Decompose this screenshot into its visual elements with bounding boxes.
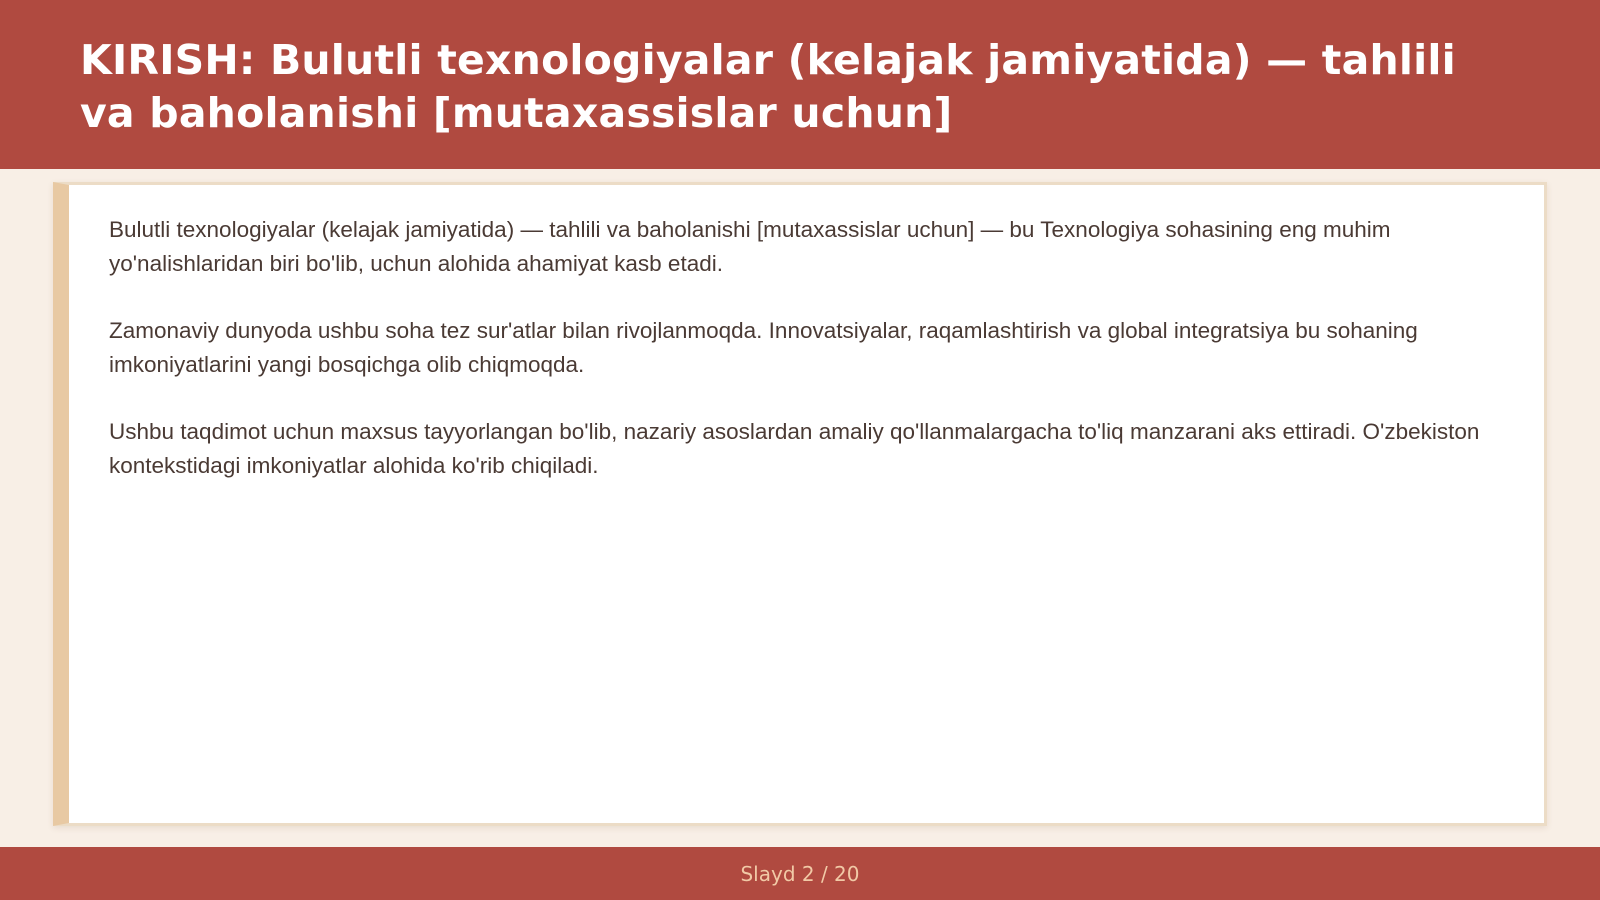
slide-title: KIRISH: Bulutli texnologiyalar (kelajak jamiyatida) — tahlili va baholanishi [mutaxassislar uchun] bbox=[80, 36, 1456, 137]
slide-counter: Slayd 2 / 20 bbox=[740, 861, 860, 886]
content-card bbox=[53, 182, 1547, 826]
paragraph-intro: Bulutli texnologiyalar (kelajak jamiyatida) — tahlili va baholanishi [mutaxassislar uchun] — bu Texnologiya sohasining eng muhim yo'nalishlaridan biri bo'lib, uchun alohida ahamiyat kasb etadi. bbox=[109, 217, 1391, 276]
slide-header bbox=[0, 0, 1600, 169]
paragraph-presentation-scope: Ushbu taqdimot uchun maxsus tayyorlangan bo'lib, nazariy asoslardan amaliy qo'llanmalargacha to'liq manzarani aks ettiradi. O'zbekiston kontekstidagi imkoniyatlar alohida ko'rib chiqiladi. bbox=[109, 419, 1480, 478]
slide-footer bbox=[0, 847, 1600, 900]
paragraph-modern-world: Zamonaviy dunyoda ushbu soha tez sur'atlar bilan rivojlanmoqda. Innovatsiyalar, raqamlashtirish va global integratsiya bu sohaning imkoniyatlarini yangi bosqichga olib chiqmoqda. bbox=[109, 318, 1418, 377]
content-body bbox=[109, 213, 1492, 516]
